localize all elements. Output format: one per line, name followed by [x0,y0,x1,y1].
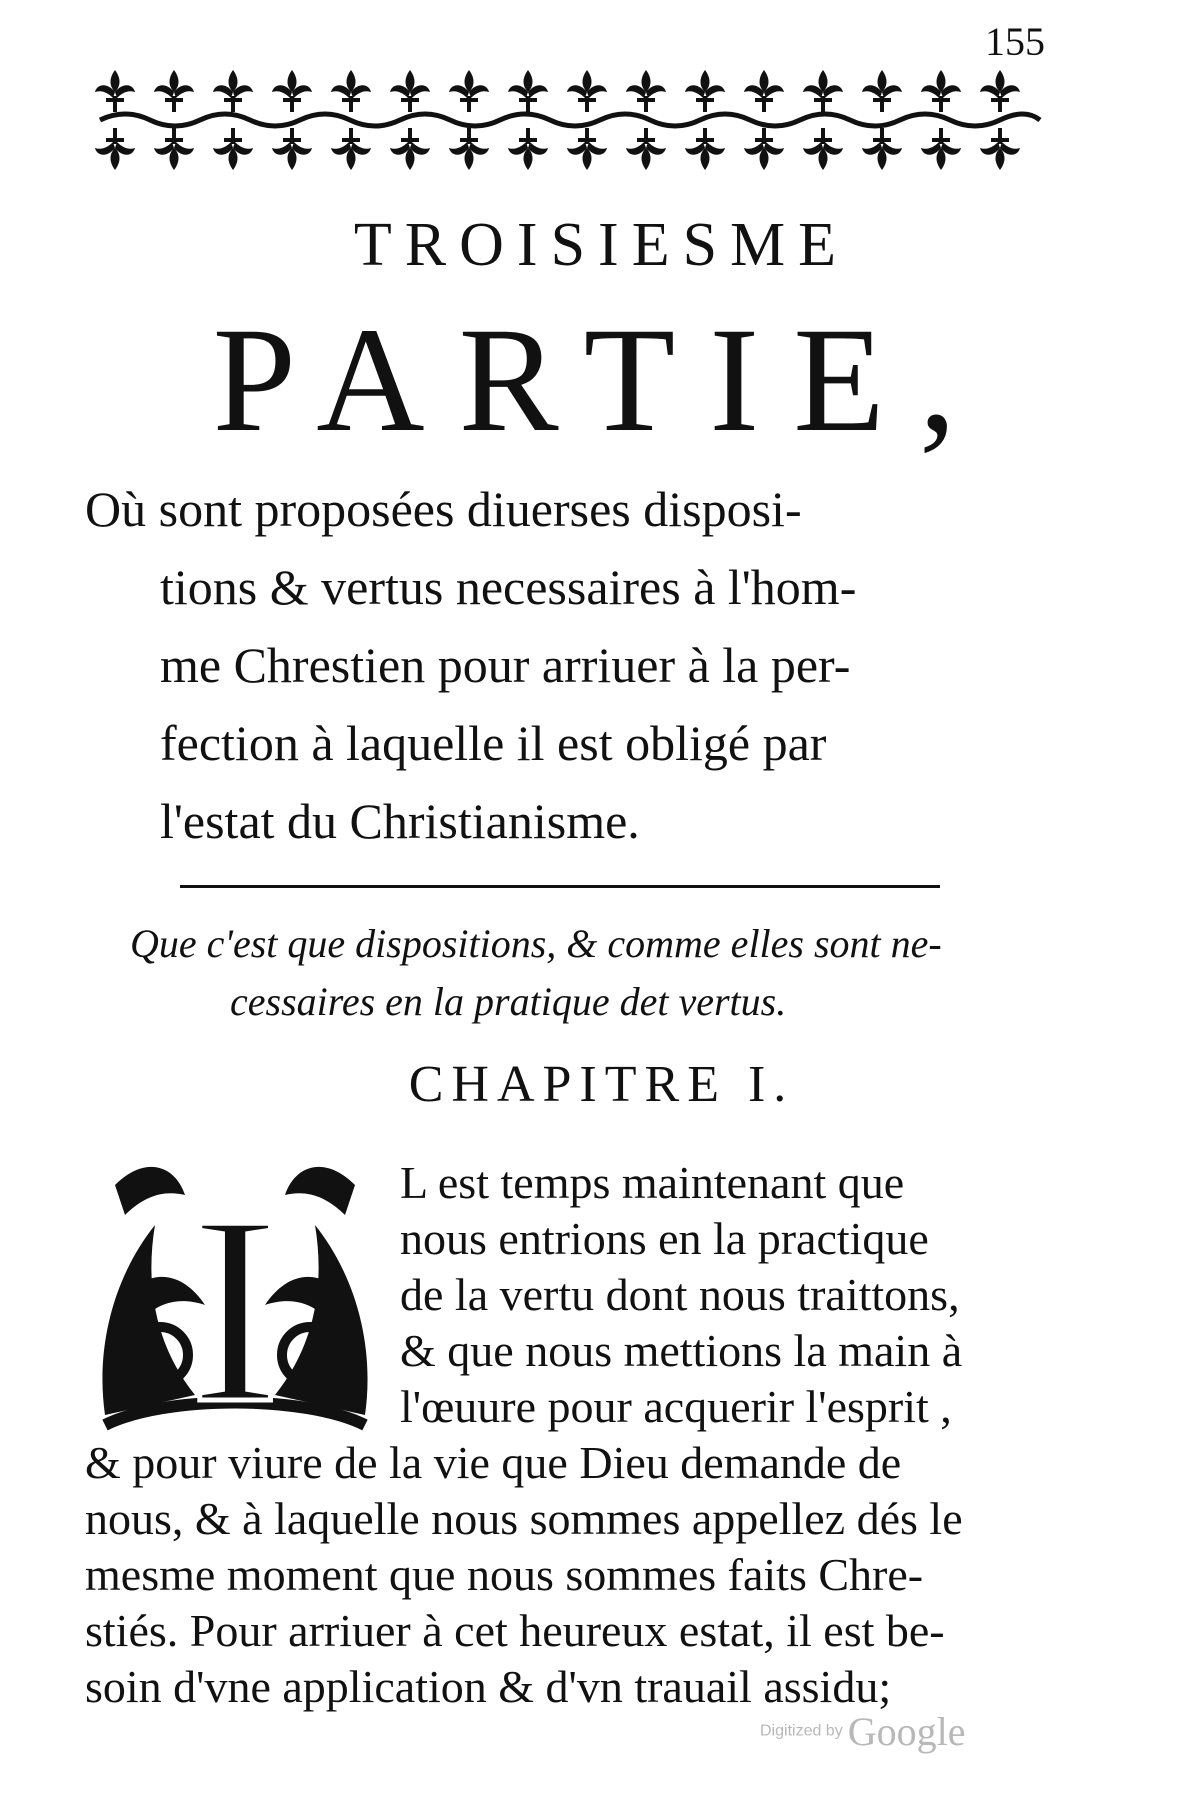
body-line: nous entrions en la practique [400,1213,929,1264]
chapter-summary-line: Que c'est que dispositions, & comme elles sont ne- [130,921,942,966]
page-number: 155 [985,19,1045,64]
body-line: L est temps maintenant que [400,1157,905,1208]
part-subtitle [85,470,1055,860]
body-line: & pour viure de la vie que Dieu demande de [85,1437,902,1488]
body-line: nous, & à laquelle nous sommes appellez dés le [85,1493,963,1544]
divider-rule [180,885,940,888]
chapter-title: CHAPITRE I. [408,1056,795,1113]
body-line: soin d'vne application & d'vn trauail assidu; [85,1661,892,1712]
watermark-caption: Digitized by [760,1722,843,1740]
fleuron-ornament-band [95,60,1045,180]
subtitle-line: me Chrestien pour arriuer à la per- [160,637,851,693]
digitization-watermark [760,1708,1060,1768]
subtitle-line: fection à laquelle il est obligé par [160,715,827,771]
watermark-brand: Google [847,1709,966,1754]
chapter-summary [130,915,1050,1031]
body-text [85,1155,1055,1715]
subtitle-line: Où sont proposées diuerses disposi- [85,481,802,537]
body-line: de la vertu dont nous traittons, [400,1269,960,1320]
part-title-number: TROISIESME [353,211,850,279]
body-line: l'œuure pour acquerir l'esprit , [400,1381,952,1432]
chapter-summary-line: cessaires en la pratique det vertus. [230,979,787,1024]
body-line: & que nous mettions la main à [400,1325,963,1376]
body-line: stiés. Pour arriuer à cet heureux estat, il est be- [85,1605,945,1656]
subtitle-line: l'estat du Christianisme. [160,793,640,849]
dropcap-letter: I [190,1160,280,1435]
body-line: mesme moment que nous sommes faits Chre- [85,1549,924,1600]
part-title: PARTIE, [212,297,991,463]
subtitle-line: tions & vertus necessaires à l'hom- [160,559,857,615]
